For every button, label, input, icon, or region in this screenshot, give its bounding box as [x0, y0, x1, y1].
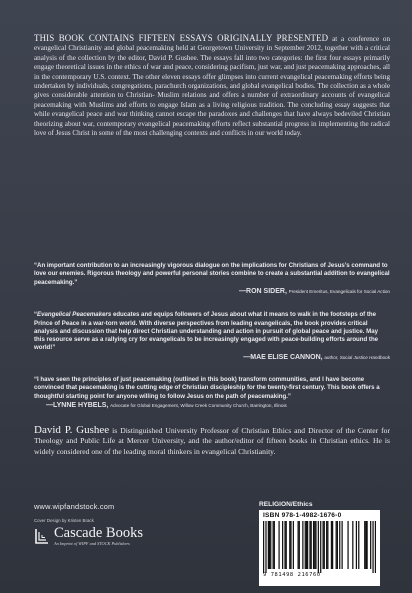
- barcode-bar: [370, 521, 371, 569]
- barcode-bar: [364, 521, 365, 569]
- endorser-book-title: Social Justice Handbook: [339, 354, 390, 360]
- barcode-bar: [269, 521, 270, 569]
- endorsement-quote: [34, 262, 390, 287]
- endorsement-attribution: [34, 402, 390, 410]
- endorser-role-text: author,: [324, 354, 339, 360]
- publisher-brand: Cascade Books: [54, 525, 143, 541]
- isbn-number: ISBN 978-1-4982-1676-0: [263, 512, 342, 519]
- barcode-bar: [293, 521, 294, 569]
- book-description: [34, 34, 390, 138]
- barcode-bar: [289, 521, 290, 569]
- endorsement-quote: [34, 376, 390, 401]
- barcode-bar: [324, 521, 325, 569]
- barcode-wrap: [263, 521, 376, 573]
- publisher-logo-text: [54, 526, 143, 546]
- endorser-role: President Emeritus, Evangelicals for Social Action: [288, 288, 390, 294]
- barcode-bar: [311, 521, 312, 569]
- endorsement-quote-text: “I have seen the principles of just peacemaking (outlined in this book) transform communities, and I have become convinced that peacemaking is the cutting edge of Christian discipleship for the twenty-first century. This book offers a thoughtful starting point for anyone willing to follow Jesus on the path of peacemaking.”: [34, 376, 380, 400]
- barcode-bar: [309, 521, 310, 569]
- barcode-bar: [356, 521, 357, 569]
- endorsement-2: [34, 311, 390, 362]
- description-body: at a conference on evangelical Christianity and global peacemaking held at Georgetown University in September 2012, together with a critical analysis of the collection by the editor, David P. Gushee. The essays fall into two categories: the first four essays primarily engage theoretical issues in the ethics of war and peace, considering pacifism, just war, and just peacemaking approaches, all in the contemporary U.S. context. The other eleven essays offer glimpses into current evangelical peacemaking efforts being undertaken by individuals, congregations, parachurch organizations, and global evangelical bodies. The collection as a whole gives considerable attention to Christian- Muslim relations and offers a number of extraordinary accounts of evangelical peacemaking with Muslims and efforts to engage Islam as a living religious tradition. The concluding essay suggests that while evangelical peace and war thinking cannot escape the paradoxes and challenges that have always bedeviled Christian theorizing about war, contemporary evangelical peacemaking efforts reflect substantial progress in implementing the radical love of Jesus Christ in some of the most challenging contexts and conflicts in our world today.: [34, 35, 391, 138]
- barcode-bar: [274, 521, 275, 569]
- publisher-block: [34, 502, 254, 546]
- barcode-bar: [306, 521, 307, 569]
- endorsement-attribution: [34, 288, 390, 296]
- endorsement-1: [34, 262, 390, 296]
- barcode-bar: [320, 521, 321, 573]
- cover-design-credit: Cover Design by Kristen Brack: [34, 518, 94, 523]
- barcode-bar: [336, 521, 337, 569]
- barcode-bar: [331, 521, 332, 569]
- publisher-imprint: An Imprint of WIPF and STOCK Publishers: [54, 541, 130, 546]
- barcode-bar: [365, 521, 366, 569]
- barcode-bar: [286, 521, 287, 569]
- barcode-bar: [270, 521, 271, 569]
- book-title-italic: Evangelical Peacemakers: [37, 311, 112, 319]
- endorsement-attribution: [34, 354, 390, 362]
- barcode-bar: [299, 521, 300, 569]
- barcode-bar: [322, 521, 323, 569]
- endorsement-quote: [34, 311, 390, 352]
- barcode-bar: [278, 521, 279, 569]
- barcode-bar: [332, 521, 333, 569]
- endorser-role: [324, 355, 390, 360]
- barcode-bar: [268, 521, 269, 569]
- barcode-bar: [347, 521, 348, 569]
- description-lead: THIS BOOK CONTAINS FIFTEEN ESSAYS ORIGINALLY PRESENTED: [34, 33, 329, 43]
- isbn-barcode-panel: [259, 510, 380, 586]
- endorser-role: Advocate for Global Engagement, Willow Creek Community Church, Barrington, Illinois: [110, 403, 287, 409]
- barcode-bar: [337, 521, 338, 569]
- barcode-digits: 9 781498 216760: [263, 572, 321, 578]
- endorser-name: —LYNNE HYBELS,: [46, 402, 109, 410]
- quote-open-mark: “: [34, 311, 38, 319]
- barcode-bar: [315, 521, 316, 569]
- barcode-bar: [282, 521, 283, 569]
- barcode-bar: [265, 521, 266, 573]
- barcode-bar: [290, 521, 291, 569]
- barcode-bar: [297, 521, 298, 569]
- barcode-icon: [263, 521, 376, 573]
- cascade-books-logo-icon: [34, 527, 50, 545]
- author-bio-text: is Distinguished University Professor of Christian Ethics and Director of the Center for Theology and Public Life at Mercer University, and the author/editor of fifteen books in Christian ethics. He is widely considered one of the leading moral thinkers in evangelical Christianity.: [34, 426, 390, 456]
- barcode-bar: [314, 521, 315, 569]
- barcode-bar: [372, 521, 373, 573]
- endorser-name: —RON SIDER,: [239, 287, 287, 295]
- author-name: David P. Gushee: [34, 424, 110, 436]
- barcode-bar: [366, 521, 367, 569]
- endorsement-quote-text: “An important contribution to an increasingly vigorous dialogue on the implications for Christians of Jesus’s command to love our enemies. Rigorous theology and powerful personal stories combine to create a substantial addition to evangelical peacemaking.”: [34, 262, 390, 286]
- barcode-block: [259, 501, 380, 586]
- barcode-bar: [307, 521, 308, 569]
- endorsement-quote-text: educates and equips followers of Jesus about what it means to walk in the footsteps of the Prince of Peace in a war-torn world. With diverse perspectives from leading evangelicals, the book provides critical analysis and discussion that help direct Christian understanding and action in pursuit of global peace and justice. May this resource serve as a rallying cry for evangelicals to be increasingly engaged with peace-building efforts around the world!”: [34, 311, 379, 352]
- author-bio: [34, 425, 390, 457]
- barcode-bar: [352, 521, 353, 569]
- barcode-bar: [327, 521, 328, 569]
- publisher-logo: [34, 526, 254, 546]
- endorser-name: —MAE ELISE CANNON,: [243, 353, 323, 361]
- barcode-bar: [273, 521, 274, 569]
- publisher-url[interactable]: www.wipfandstock.com: [34, 502, 115, 511]
- barcode-bar: [313, 521, 314, 569]
- book-category: RELIGION/Ethics: [259, 501, 313, 508]
- barcode-bar: [342, 521, 343, 569]
- barcode-bar: [318, 521, 319, 573]
- description-block: [34, 34, 390, 138]
- barcode-bar: [326, 521, 327, 569]
- barcode-bar: [375, 521, 376, 573]
- endorsement-3: [34, 376, 390, 410]
- barcode-bar: [305, 521, 306, 569]
- barcode-bar: [263, 521, 264, 573]
- barcode-bar: [339, 521, 340, 569]
- endorsements: [34, 262, 390, 410]
- barcode-bar: [358, 521, 359, 569]
- barcode-bar: [302, 521, 303, 569]
- barcode-bar: [284, 521, 285, 569]
